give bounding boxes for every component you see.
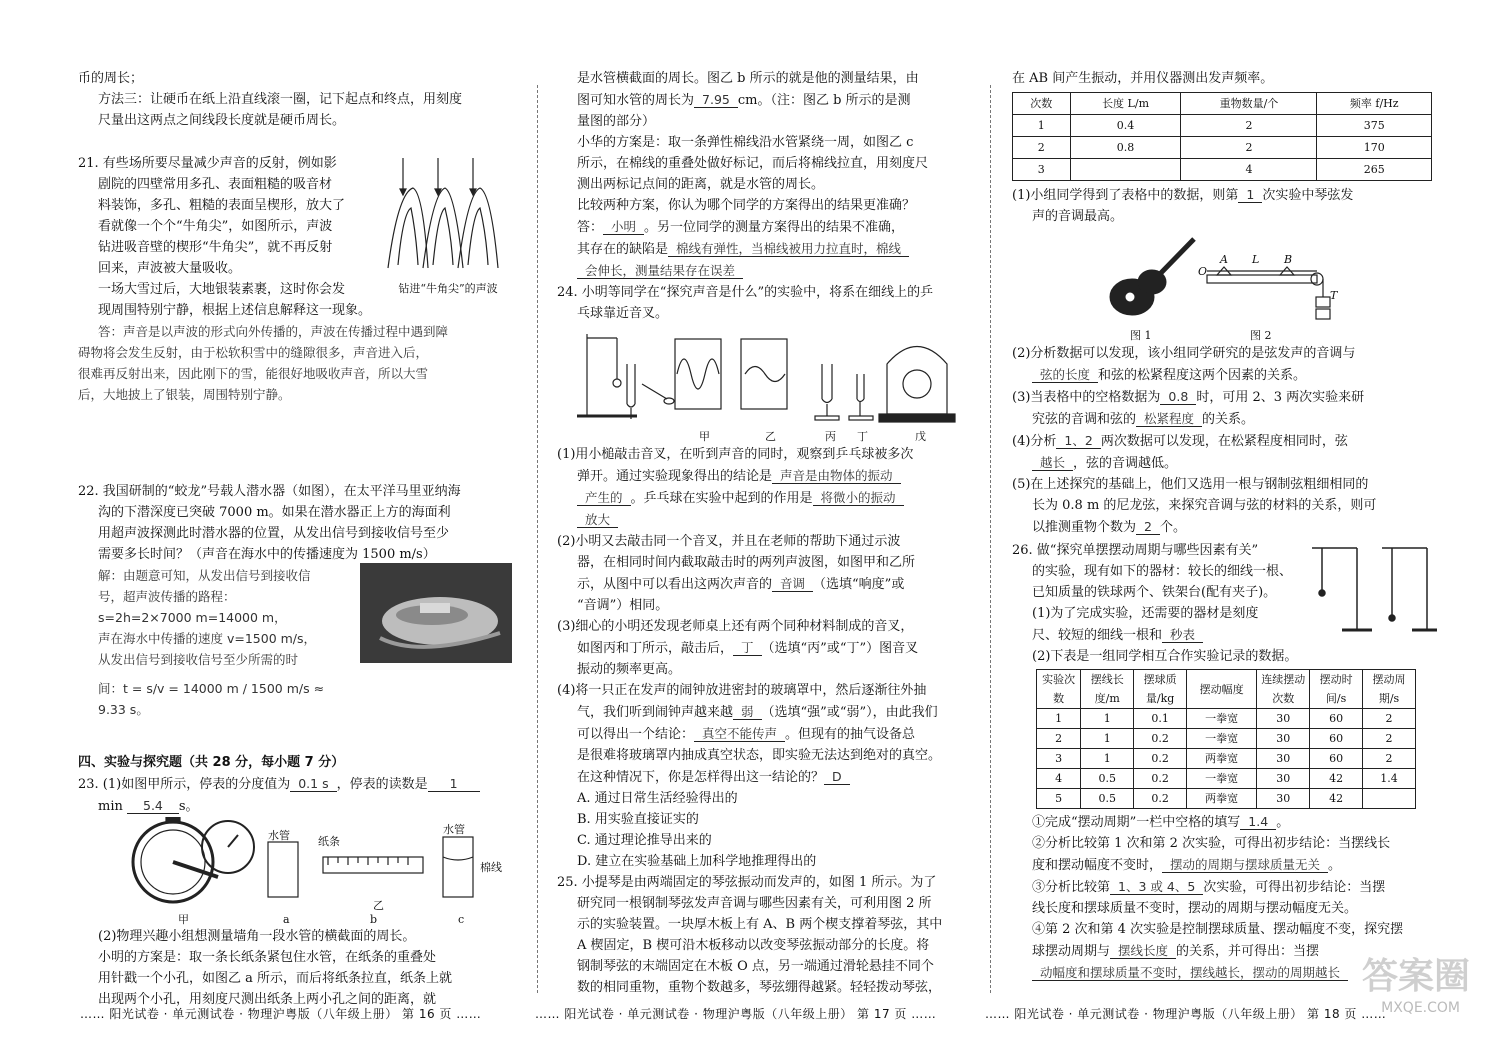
figure-label: 水管: [268, 829, 290, 842]
figure-label: L: [1252, 253, 1260, 266]
figure-label: c: [458, 913, 465, 926]
answer-blank: 松紧程度: [1136, 411, 1202, 427]
option-b: B. 用实验直接证实的: [577, 812, 699, 827]
figure-label: 乙: [765, 430, 776, 443]
answer-line: 碍物将会发生反射，由于松软积雪中的缝隙很多，声音进入后，: [78, 345, 429, 360]
text-span: 答：: [577, 220, 604, 235]
answer-line: 声在海水中传播的速度 v=1500 m/s，: [98, 631, 317, 646]
text-line: 出现两个小孔，用刻度尺测出纸条上两小孔之间的距离，就: [98, 992, 437, 1007]
table-cell: 2: [1013, 137, 1071, 159]
answer-blank: 小明: [603, 219, 644, 235]
table-cell: 0.4: [1070, 115, 1181, 137]
guitar-and-string-figure: [1012, 227, 1440, 325]
answer-blank: 0.8: [1160, 389, 1196, 405]
table-cell: 1: [1081, 729, 1134, 749]
text-span: 。乒乓球在实验中起到的作用是: [630, 491, 813, 506]
figure-label: 戊: [915, 430, 926, 443]
question-22: 22. 我国研制的“蛟龙”号载人潜水器（如图），在太平洋马里亚纳海: [78, 484, 461, 499]
answer-blank: 弦的长度: [1032, 367, 1098, 383]
column-divider: [537, 85, 538, 993]
text-line: 测出两标记点间的距离，就是水管的周长。: [577, 177, 825, 192]
table-row: [1037, 709, 1416, 729]
text-span: （选填“响度”或: [813, 577, 905, 592]
text-span: ①完成“摆动周期”一栏中空格的填写: [1032, 815, 1241, 830]
figure-label: a: [283, 913, 290, 926]
table-header: 实验次数: [1037, 670, 1081, 709]
table-cell: 3: [1013, 159, 1071, 181]
text-line: 的实验，现有如下的器材：较长的细线一根、: [1032, 564, 1293, 579]
table-cell: 2: [1181, 115, 1317, 137]
text-span: 。: [1328, 858, 1342, 873]
text-line: (2)物理兴趣小组想测量墙角一段水管的横截面的周长。: [98, 929, 416, 944]
answer-line: s=2h=2×7000 m=14000 m，: [98, 610, 287, 625]
column-divider: [990, 85, 991, 993]
figure-label: 纸条: [318, 835, 340, 848]
table-cell: 265: [1317, 159, 1432, 181]
answer-blank: 音调: [772, 576, 813, 592]
page-footer: …… 阳光试卷 · 单元测试卷 · 物理沪粤版（八年级上册） 第 17 页 ……: [535, 1007, 937, 1021]
answer-blank: 7.95: [694, 92, 738, 108]
text-span: 气，我们听到闹钟声越来越: [577, 705, 734, 720]
text-line: 在 AB 间产生振动，并用仪器测出发声频率。: [1012, 71, 1274, 86]
answer-blank: 5.4: [127, 798, 179, 814]
text-line: 小明的方案是：取一条长纸条紧包住水管，在纸条的重叠处: [98, 950, 437, 965]
table-cell: 1: [1081, 709, 1134, 729]
figure-label: 水管: [443, 823, 465, 836]
table-cell: 1: [1081, 749, 1134, 769]
sound-wedge-figure: [383, 153, 513, 295]
table-header: 重物数量/个: [1181, 93, 1317, 115]
table-cell: 0.2: [1134, 769, 1187, 789]
answer-blank: 放大: [577, 512, 618, 528]
text-span: 在这种情况下，你是怎样得出这一结论的？: [577, 770, 825, 785]
figure-label: B: [1284, 253, 1293, 266]
text-span: (4)分析: [1012, 434, 1057, 449]
option-a: A. 通过日常生活经验得出的: [577, 791, 738, 806]
table-cell: 30: [1257, 729, 1310, 749]
submarine-image: [360, 563, 512, 663]
option-d: D. 建立在实验基础上加科学地推理得出的: [577, 854, 817, 869]
figure-caption: 图 1: [1130, 329, 1152, 342]
page-18-column: [1012, 68, 1440, 998]
figure-25-diagram: [1012, 227, 1440, 325]
text-span: 。另一位同学的测量方案得出的结果不准确，: [644, 220, 905, 235]
question-21: 21. 有些场所要尽量减少声音的反射，例如影: [78, 156, 337, 171]
text-line: 振动的频率更高。: [577, 662, 682, 677]
table-cell: 0.8: [1070, 137, 1181, 159]
tuning-fork-figure: [557, 324, 977, 426]
table-cell: 60: [1310, 709, 1363, 729]
table-cell: 2: [1181, 137, 1317, 159]
question-23: [78, 773, 516, 795]
string-frequency-table: [1012, 92, 1432, 181]
figure-label: 丁: [857, 430, 868, 443]
text-line: 是水管横截面的周长。图乙 b 所示的就是他的测量结果，由: [577, 71, 919, 86]
section-heading: 四、实验与探究题（共 28 分，每小题 7 分）: [78, 755, 345, 770]
table-cell: 375: [1317, 115, 1432, 137]
text-span: ③分析比较第: [1032, 880, 1111, 895]
table-cell: 170: [1317, 137, 1432, 159]
text-span: 球摆动周期与: [1032, 944, 1111, 959]
text-span: （选填“强”或“弱”），由此我们: [761, 705, 938, 720]
table-cell: 1.4: [1363, 769, 1416, 789]
answer-blank: 1: [428, 776, 480, 792]
table-cell: 一拳宽: [1187, 769, 1257, 789]
table-cell: 60: [1310, 729, 1363, 749]
text-line: 用针戳一个小孔，如图乙 a 所示，而后将纸条拉直，纸条上就: [98, 971, 453, 986]
text-line: (5)在上述探究的基础上，他们又选用一根与钢制弦粗细相同的: [1012, 477, 1369, 492]
text-span: 究弦的音调和弦的: [1032, 412, 1137, 427]
text-line: (2)小明又去敲击同一个音叉，并且在老师的帮助下通过示波: [557, 534, 901, 549]
figure-caption: 钻进“牛角尖”的声波: [398, 282, 498, 295]
text-span: 23. (1)如图甲所示，停表的分度值为: [78, 777, 291, 792]
table-header: 次数: [1013, 93, 1071, 115]
table-cell: 2: [1037, 729, 1081, 749]
text-line: (2)下表是一组同学相互合作实验记录的数据。: [1032, 649, 1298, 664]
text-line: 比较两种方案，你认为哪个同学的方案得出的结果更准确？: [577, 198, 916, 213]
table-row: [1013, 137, 1432, 159]
table-row: [1037, 769, 1416, 789]
answer-blank: 1、3 或 4、5: [1110, 879, 1203, 895]
table-cell: 一拳宽: [1187, 709, 1257, 729]
text-span: 尺、较短的细线一根和: [1032, 628, 1163, 643]
page-footer: …… 阳光试卷 · 单元测试卷 · 物理沪粤版（八年级上册） 第 18 页 ……: [985, 1007, 1387, 1021]
table-row: [1037, 789, 1416, 809]
answer-blank: 越长: [1032, 455, 1073, 471]
table-header: 摆动幅度: [1187, 670, 1257, 709]
text-line: 所示，在棉线的重叠处做好标记，而后将棉线拉直，用刻度尺: [577, 156, 929, 171]
table-cell: 4: [1037, 769, 1081, 789]
answer-line: 号，超声波传播的路程：: [98, 589, 236, 604]
text-line: A 楔固定，B 楔可沿木板移动以改变琴弦振动部分的长度。将: [577, 938, 930, 953]
table-cell: 0.1: [1134, 709, 1187, 729]
text-span: 图可知水管的周长为: [577, 93, 695, 108]
text-line: 小华的方案是：取一条弹性棉线沿水管紧绕一周，如图乙 c: [577, 135, 914, 150]
table-cell: 30: [1257, 709, 1310, 729]
answer-blank: 秒表: [1162, 627, 1203, 643]
text-span: (1)小组同学得到了表格中的数据，则第: [1012, 188, 1239, 203]
question-25: 25. 小提琴是由两端固定的琴弦振动而发声的，如图 1 所示。为了: [557, 875, 937, 890]
text-line: 沟的下潜深度已突破 7000 m。如果在潜水器正上方的海面利: [98, 505, 451, 520]
text-span: 其存在的缺陷是: [577, 242, 669, 257]
text-span: 度和摆动幅度不变时，: [1032, 858, 1163, 873]
answer-blank: 将微小的振动: [813, 490, 904, 506]
text-line: 数的相同重物，重物个数越多，琴弦绷得越紧。轻轻拨动琴弦，: [577, 980, 942, 995]
figure-label: A: [1220, 253, 1228, 266]
text-line: 器，在相同时间内截取敲击时的两列声波图，如图甲和乙所: [577, 555, 916, 570]
text-line: 回来，声波被大量吸收。: [98, 261, 242, 276]
page-17-column: [557, 68, 977, 998]
figure-label: 甲: [699, 430, 710, 443]
pendulum-data-table: [1036, 669, 1416, 809]
text-line: 用超声波探测此时潜水器的位置，从发出信号到接收信号至少: [98, 526, 450, 541]
answer-blank: 产生的: [577, 490, 631, 506]
figure-label: 丙: [825, 430, 836, 443]
text-span: cm。（注：图乙 b 所示的是测: [737, 93, 911, 108]
table-cell: 60: [1310, 749, 1363, 769]
text-line: 线长度和摆球质量不变时，摆动的周期与摆动幅度无关。: [1032, 901, 1358, 916]
text-line: 长为 0.8 m 的尼龙弦，来探究音调与弦的材料的关系，则可: [1032, 498, 1377, 513]
answer-line: 间：t = s/v = 14000 m / 1500 m/s ≈ 9.33 s。: [98, 681, 325, 717]
table-cell: 30: [1257, 769, 1310, 789]
text-span: 次实验，可得出初步结论：当摆: [1203, 880, 1386, 895]
watermark-logo: 答案圈: [1361, 956, 1470, 997]
figure-label: O: [1198, 265, 1208, 278]
text-line: 看就像一个个“牛角尖”，如图所示，声波: [98, 219, 333, 234]
text-span: 和弦的松紧程度这两个因素的关系。: [1098, 368, 1307, 383]
text-line: 钻进吸音壁的楔形“牛角尖”，就不再反射: [98, 240, 333, 255]
table-header: 摆动周期/s: [1363, 670, 1416, 709]
text-line: (2)分析数据可以发现，该小组同学研究的是弦发声的音调与: [1012, 346, 1356, 361]
table-cell: 42: [1310, 769, 1363, 789]
answer-blank: 会伸长，测量结果存在误差: [577, 263, 743, 279]
answer-line: 后，大地披上了银装，周围特别宁静。: [78, 387, 291, 402]
table-row: [1013, 159, 1432, 181]
table-row: [1037, 729, 1416, 749]
figure-24-diagram: [557, 324, 977, 426]
text-line: (4)将一只正在发声的闹钟放进密封的玻璃罩中，然后逐渐往外抽: [557, 683, 927, 698]
table-cell: 两拳宽: [1187, 789, 1257, 809]
text-span: (3)当表格中的空格数据为: [1012, 390, 1161, 405]
text-line: (1)用小槌敲击音叉，在听到声音的同时，观察到乒乓球被多次: [557, 447, 914, 462]
table-cell: 42: [1310, 789, 1363, 809]
option-c: C. 通过理论推导出来的: [577, 833, 712, 848]
answer-blank: D: [824, 769, 850, 785]
answer-blank: 动幅度和摆球质量不变时，摆线越长，摆动的周期越长: [1032, 965, 1348, 981]
answer-line: 解：由题意可知，从发出信号到接收信: [98, 568, 311, 583]
text-span: 示，从图中可以看出这两次声音的: [577, 577, 773, 592]
table-header: 长度 L/m: [1070, 93, 1181, 115]
answer-blank: 0.1 s: [290, 776, 336, 792]
table-cell: 2: [1363, 749, 1416, 769]
text-line: 方法三：让硬币在纸上沿直线滚一圈，记下起点和终点，用刻度: [98, 92, 463, 107]
pendulum-figure: [1302, 540, 1440, 640]
text-span: 个。: [1159, 520, 1186, 535]
question-24: 24. 小明等同学在“探究声音是什么”的实验中，将系在细线上的乒: [557, 285, 934, 300]
text-line: 需要多长时间？（声音在海水中的传播速度为 1500 m/s）: [98, 547, 436, 562]
text-line: 研究同一根钢制琴弦发声音调与哪些因素有关，可利用图 2 所: [577, 896, 932, 911]
table-cell: 3: [1037, 749, 1081, 769]
answer-blank: 棉线有弹性，当棉线被用力拉直时，棉线: [668, 241, 909, 257]
answer-blank: 2: [1136, 519, 1160, 535]
text-span: min: [98, 799, 123, 814]
text-line: 料装饰，多孔、粗糙的表面呈楔形，放大了: [98, 198, 346, 213]
text-line: 是很难将玻璃罩内抽成真空状态，即实验无法达到绝对的真空。: [577, 748, 942, 763]
table-cell: 0.2: [1134, 749, 1187, 769]
table-cell: 0.2: [1134, 729, 1187, 749]
table-row: [1037, 749, 1416, 769]
text-line: (3)细心的小明还发现老师桌上还有两个同种材料制成的音叉，: [557, 619, 914, 634]
figure-label: 乙: [373, 899, 384, 912]
table-cell: 30: [1257, 749, 1310, 769]
table-header: 摆球质量/kg: [1134, 670, 1187, 709]
text-line: 剧院的四壁常用多孔、表面粗糙的吸音材: [98, 177, 333, 192]
table-cell: 0.5: [1081, 769, 1134, 789]
figure-label: 棉线: [480, 861, 502, 874]
text-line: 尺量出这两点之间线段长度就是硬币周长。: [98, 113, 346, 128]
table-row: [1013, 115, 1432, 137]
page-footer: …… 阳光试卷 · 单元测试卷 · 物理沪粤版（八年级上册） 第 16 页 ……: [80, 1007, 482, 1021]
question-26: 26. 做“探究单摆摆动周期与哪些因素有关”: [1012, 543, 1259, 558]
text-line: ②分析比较第 1 次和第 2 次实验，可得出初步结论：当摆线长: [1032, 836, 1391, 851]
text-line: 声的音调最高。: [1032, 209, 1124, 224]
figure-caption: 图 2: [1250, 329, 1272, 342]
table-cell: 1: [1013, 115, 1071, 137]
text-span: 弹开。通过实验现象得出的结论是: [577, 469, 773, 484]
table-header: 连续摆动次数: [1257, 670, 1310, 709]
text-span: 。: [1276, 815, 1290, 830]
table-cell: 0.2: [1134, 789, 1187, 809]
answer-line: 从发出信号到接收信号至少所需的时: [98, 652, 299, 667]
page-16-column: [78, 68, 516, 1007]
table-cell: 4: [1181, 159, 1317, 181]
table-cell: 两拳宽: [1187, 749, 1257, 769]
text-span: ，停表的读数是: [336, 777, 428, 792]
answer-blank: 丁: [733, 640, 762, 656]
submarine-photo: [360, 563, 512, 663]
text-span: ，弦的音调越低。: [1073, 456, 1178, 471]
answer-blank: 摆线长度: [1110, 943, 1176, 959]
watermark-url: MXQE.COM: [1381, 1000, 1460, 1016]
answer-21: 答：声音是以声波的形式向外传播的，声波在传播过程中遇到障: [98, 324, 449, 339]
text-line: 币的周长；: [78, 71, 144, 86]
text-line: 一场大雪过后，大地银装素裹，这时你会发: [98, 282, 346, 297]
answer-line: 很难再反射出来，因此刚下的雪，能很好地吸收声音，所以大雪: [78, 366, 429, 381]
text-span: 两次数据可以发现，在松紧程度相同时，弦: [1100, 434, 1348, 449]
answer-blank: 摆动的周期与摆球质量无关: [1162, 857, 1328, 873]
text-line: 已知质量的铁球两个、铁架台(配有夹子)。: [1032, 585, 1277, 600]
table-cell: 1: [1037, 709, 1081, 729]
text-line: 现周围特别宁静，根据上述信息解释这一现象。: [98, 303, 372, 318]
table-cell: 30: [1257, 789, 1310, 809]
table-cell: 2: [1363, 729, 1416, 749]
answer-blank: 声音是由物体的振动: [772, 468, 901, 484]
text-span: 时，可用 2、3 两次实验来研: [1196, 390, 1365, 405]
table-cell: [1070, 159, 1181, 181]
text-line: 示的实验装置。一块厚木板上有 A、B 两个楔支撑着琴弦，其中: [577, 917, 943, 932]
answer-blank: 1: [1238, 187, 1262, 203]
text-line: (1)为了完成实验，还需要的器材是刻度: [1032, 606, 1259, 621]
text-span: （选填“丙”或“丁”）图音叉: [761, 641, 919, 656]
text-span: 的关系。: [1202, 412, 1255, 427]
text-span: 以推测重物个数为: [1032, 520, 1137, 535]
table-header: 频率 f/Hz: [1317, 93, 1432, 115]
text-line: 量图的部分）: [577, 114, 656, 129]
text-span: 的关系，并可得出：当摆: [1176, 944, 1320, 959]
text-line: ④第 2 次和第 4 次实验是控制摆球质量、摆动幅度不变，探究摆: [1032, 922, 1404, 937]
table-cell: 0.5: [1081, 789, 1134, 809]
figure-label: 甲: [178, 913, 189, 926]
table-cell: [1363, 789, 1416, 809]
table-header: 摆动时间/s: [1310, 670, 1363, 709]
text-span: 如图丙和丁所示，敲击后，: [577, 641, 734, 656]
table-cell: 一拳宽: [1187, 729, 1257, 749]
wedge-wave-diagram: [383, 153, 513, 271]
text-span: s。: [178, 799, 199, 814]
figure-label: b: [370, 913, 378, 926]
answer-blank: 弱: [733, 704, 762, 720]
answer-blank: 1.4: [1240, 814, 1276, 830]
answer-blank: 1、2: [1056, 433, 1100, 449]
table-cell: 2: [1363, 709, 1416, 729]
text-span: 次实验中琴弦发: [1262, 188, 1354, 203]
text-line: 乓球靠近音叉。: [577, 306, 669, 321]
text-line: 钢制琴弦的末端固定在木板 O 点，另一端通过滑轮悬挂不同个: [577, 959, 934, 974]
table-cell: 5: [1037, 789, 1081, 809]
text-line: “音调”）相同。: [577, 598, 669, 613]
figure-label: T: [1330, 289, 1338, 302]
text-span: 可以得出一个结论：: [577, 727, 695, 742]
stopwatch-and-pipe-figure: [78, 817, 516, 909]
text-span: 。但现有的抽气设备总: [785, 727, 916, 742]
table-header: 摆线长度/m: [1081, 670, 1134, 709]
answer-blank: 真空不能传声: [694, 726, 785, 742]
